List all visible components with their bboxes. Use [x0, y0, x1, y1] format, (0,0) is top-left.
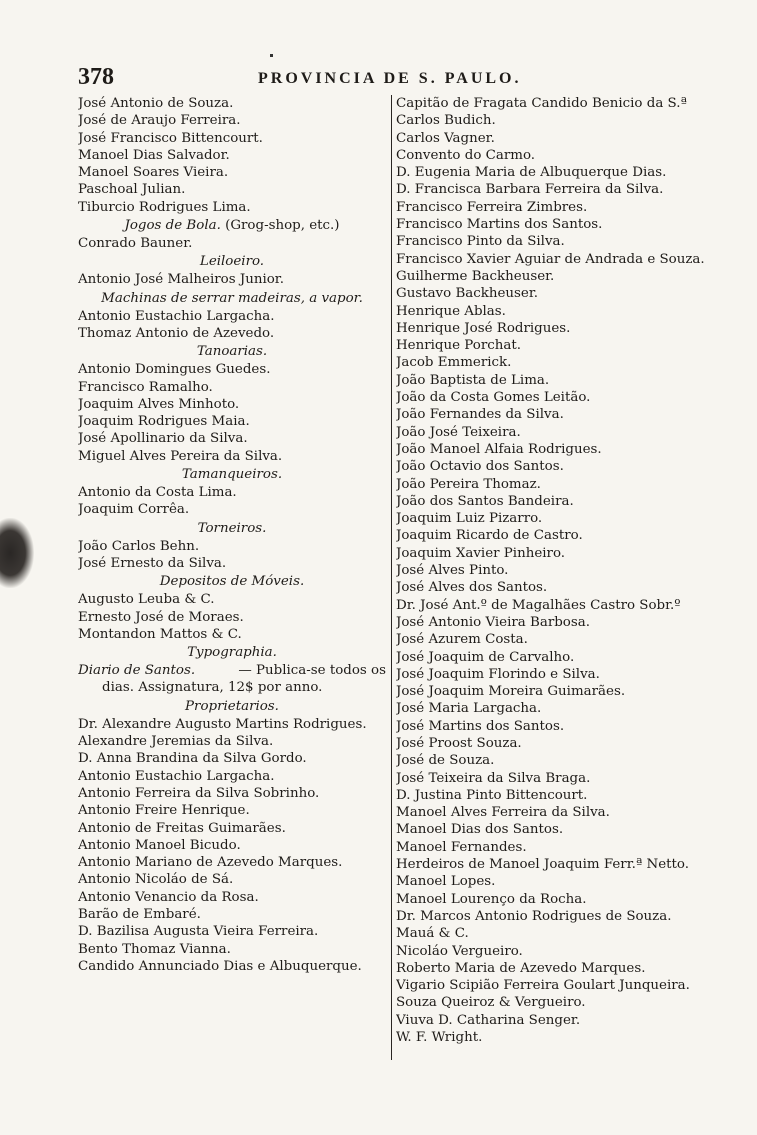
section-heading-tamanqueiros: Tamanqueiros.	[181, 467, 283, 483]
directory-entry: Antonio da Costa Lima.	[78, 485, 237, 501]
section-heading-depositos: Depositos de Móveis.	[159, 574, 305, 590]
directory-entry: Manoel Lopes.	[396, 874, 496, 890]
directory-entry: Tiburcio Rodrigues Lima.	[78, 199, 251, 215]
directory-entry: Guilherme Backheuser.	[396, 268, 555, 284]
directory-entry: José Joaquim Moreira Guimarães.	[396, 684, 626, 700]
diario-line-1	[78, 662, 386, 679]
directory-entry: Gustavo Backheuser.	[396, 286, 539, 302]
directory-entry: Carlos Vagner.	[396, 130, 495, 146]
directory-entry: Herdeiros de Manoel Joaquim Ferr.ª Netto.	[396, 857, 689, 873]
directory-entry: Manoel Fernandes.	[396, 839, 527, 855]
section-heading-torneiros: Torneiros.	[197, 520, 267, 536]
directory-entry: José Azurem Costa.	[396, 632, 528, 648]
directory-entry: Francisco Pinto da Silva.	[396, 234, 565, 250]
directory-entry: D. Bazilisa Augusta Vieira Ferreira.	[78, 924, 319, 940]
directory-entry: José Francisco Bittencourt.	[78, 130, 263, 146]
directory-entry: Antonio Eustachio Largacha.	[78, 308, 275, 324]
directory-entry: João José Teixeira.	[396, 424, 521, 440]
directory-entry: José de Souza.	[396, 753, 495, 769]
directory-entry: Joaquim Alves Minhoto.	[78, 396, 240, 412]
directory-entry: José Ernesto da Silva.	[78, 555, 227, 571]
page-header	[78, 64, 718, 88]
section-heading-machinas: Machinas de serrar madeiras, a vapor.	[101, 290, 363, 306]
directory-entry: Montandon Mattos & C.	[78, 626, 242, 642]
directory-entry: Capitão de Fragata Candido Benicio da S.ª	[396, 96, 687, 111]
directory-entry: Henrique Ablas.	[396, 303, 506, 319]
directory-entry: Antonio Manoel Bicudo.	[78, 837, 241, 853]
directory-entry: José Proost Souza.	[396, 735, 522, 751]
right-column	[396, 95, 720, 1046]
entry-list	[78, 235, 386, 252]
directory-entry: Paschoal Julian.	[78, 182, 186, 198]
directory-entry: José Apollinario da Silva.	[78, 431, 248, 447]
directory-entry: Manoel Lourenço da Rocha.	[396, 891, 587, 907]
directory-entry: Francisco Xavier Aguiar de Andrada e Souza.	[396, 251, 705, 267]
running-title: PROVINCIA DE S. PAULO.	[258, 70, 522, 87]
entry-list	[78, 484, 386, 519]
diario-text-1: — Publica-se todos os	[238, 663, 386, 679]
directory-entry: Antonio Venancio da Rosa.	[78, 889, 259, 905]
diario-title: Diario de Santos.	[78, 663, 196, 679]
directory-entry: José Joaquim Florindo e Silva.	[396, 666, 600, 682]
directory-entry: Manoel Alves Ferreira da Silva.	[396, 805, 610, 821]
directory-entry: Dr. Alexandre Augusto Martins Rodrigues.	[78, 716, 367, 732]
directory-entry: Antonio Eustachio Largacha.	[78, 768, 275, 784]
directory-entry: José Antonio Vieira Barbosa.	[396, 614, 590, 630]
directory-entry: D. Justina Pinto Bittencourt.	[396, 787, 588, 803]
directory-entry: Antonio Freire Henrique.	[78, 803, 250, 819]
diario-line-2: dias. Assignatura, 12$ por anno.	[102, 680, 323, 696]
column-divider	[391, 95, 392, 1060]
directory-entry: Joaquim Luiz Pizarro.	[396, 511, 543, 527]
page-number: 378	[78, 64, 114, 90]
directory-entry: José Alves dos Santos.	[396, 580, 548, 596]
directory-entry: Nicoláo Vergueiro.	[396, 943, 523, 959]
ink-mark	[270, 54, 273, 57]
directory-entry: Conrado Bauner.	[78, 236, 193, 252]
directory-entry: Henrique José Rodrigues.	[396, 320, 571, 336]
directory-entry: Henrique Porchat.	[396, 338, 521, 354]
left-column	[78, 95, 386, 975]
directory-entry: José Antonio de Souza.	[78, 96, 234, 111]
directory-entry: Manoel Dias Salvador.	[78, 147, 230, 163]
directory-entry: Antonio José Malheiros Junior.	[78, 272, 284, 288]
directory-entry: Francisco Martins dos Santos.	[396, 217, 603, 233]
directory-entry: D. Eugenia Maria de Albuquerque Dias.	[396, 165, 667, 181]
ink-blot	[0, 518, 34, 588]
section-heading-leiloeiro: Leiloeiro.	[199, 254, 265, 270]
directory-entry: José Joaquim de Carvalho.	[396, 649, 575, 665]
directory-entry: Viuva D. Catharina Senger.	[396, 1012, 581, 1028]
directory-entry: Thomaz Antonio de Azevedo.	[78, 325, 275, 341]
directory-entry: Barão de Embaré.	[78, 906, 201, 922]
directory-entry: Joaquim Ricardo de Castro.	[396, 528, 583, 544]
directory-entry: D. Anna Brandina da Silva Gordo.	[78, 751, 307, 767]
directory-entry: Manoel Dias dos Santos.	[396, 822, 564, 838]
directory-entry: Convento do Carmo.	[396, 147, 536, 163]
directory-entry: Antonio Ferreira da Silva Sobrinho.	[78, 785, 320, 801]
section-heading-jogos	[78, 216, 386, 235]
directory-entry: Joaquim Xavier Pinheiro.	[396, 545, 566, 561]
directory-entry: Antonio Domingues Guedes.	[78, 362, 271, 378]
directory-entry: Joaquim Corrêa.	[78, 502, 190, 518]
directory-entry: João Manoel Alfaia Rodrigues.	[396, 441, 602, 457]
directory-entry: Vigario Scipião Ferreira Goulart Junqueira.	[396, 978, 690, 994]
entry-list	[78, 95, 386, 216]
directory-entry: Joaquim Rodrigues Maia.	[78, 414, 250, 430]
directory-entry: João Fernandes da Silva.	[396, 407, 564, 423]
directory-entry: Roberto Maria de Azevedo Marques.	[396, 960, 646, 976]
directory-entry: Carlos Budich.	[396, 113, 496, 129]
entry-list	[78, 538, 386, 573]
section-heading-typographia: Typographia.	[187, 645, 277, 661]
directory-entry: W. F. Wright.	[396, 1030, 483, 1046]
entry-list	[78, 716, 386, 975]
directory-entry: Ernesto José de Moraes.	[78, 609, 244, 625]
directory-entry: Bento Thomaz Vianna.	[78, 941, 231, 957]
directory-entry: Antonio de Freitas Guimarães.	[78, 820, 286, 836]
entry-list	[78, 271, 386, 288]
directory-entry: José Martins dos Santos.	[396, 718, 565, 734]
section-heading-tanoarias: Tanoarias.	[196, 344, 268, 360]
directory-entry: José Alves Pinto.	[396, 563, 509, 579]
section-heading-proprietarios: Proprietarios.	[185, 698, 279, 714]
directory-entry: Francisco Ramalho.	[78, 379, 213, 395]
directory-entry: Jacob Emmerick.	[396, 355, 512, 371]
directory-entry: Souza Queiroz & Vergueiro.	[396, 995, 586, 1011]
heading-note: (Grog-shop, etc.)	[225, 218, 340, 234]
directory-entry: João Carlos Behn.	[78, 538, 200, 554]
directory-entry: João Octavio dos Santos.	[396, 459, 564, 475]
directory-entry: Mauá & C.	[396, 926, 469, 942]
directory-entry: Alexandre Jeremias da Silva.	[78, 734, 274, 750]
entry-list	[396, 95, 720, 1046]
entry-list	[78, 308, 386, 343]
directory-entry: João dos Santos Bandeira.	[396, 493, 574, 509]
directory-entry: Miguel Alves Pereira da Silva.	[78, 448, 283, 464]
directory-entry: Dr. José Ant.º de Magalhães Castro Sobr.º	[396, 597, 681, 613]
directory-entry: Candido Annunciado Dias e Albuquerque.	[78, 958, 362, 974]
directory-entry: José de Araujo Ferreira.	[78, 113, 241, 129]
directory-entry: D. Francisca Barbara Ferreira da Silva.	[396, 182, 664, 198]
directory-entry: Francisco Ferreira Zimbres.	[396, 199, 588, 215]
directory-entry: Manoel Soares Vieira.	[78, 165, 229, 181]
directory-entry: Augusto Leuba & C.	[78, 592, 215, 608]
directory-entry: José Maria Largacha.	[396, 701, 542, 717]
entry-list	[78, 591, 386, 643]
heading-title: Jogos de Bola.	[124, 218, 221, 234]
directory-entry: João da Costa Gomes Leitão.	[396, 390, 591, 406]
directory-entry: Antonio Nicoláo de Sá.	[78, 872, 234, 888]
directory-entry: Dr. Marcos Antonio Rodrigues de Souza.	[396, 908, 672, 924]
entry-list	[78, 361, 386, 465]
directory-entry: Antonio Mariano de Azevedo Marques.	[78, 855, 343, 871]
directory-entry: José Teixeira da Silva Braga.	[396, 770, 591, 786]
directory-entry: João Baptista de Lima.	[396, 372, 550, 388]
directory-entry: João Pereira Thomaz.	[396, 476, 541, 492]
